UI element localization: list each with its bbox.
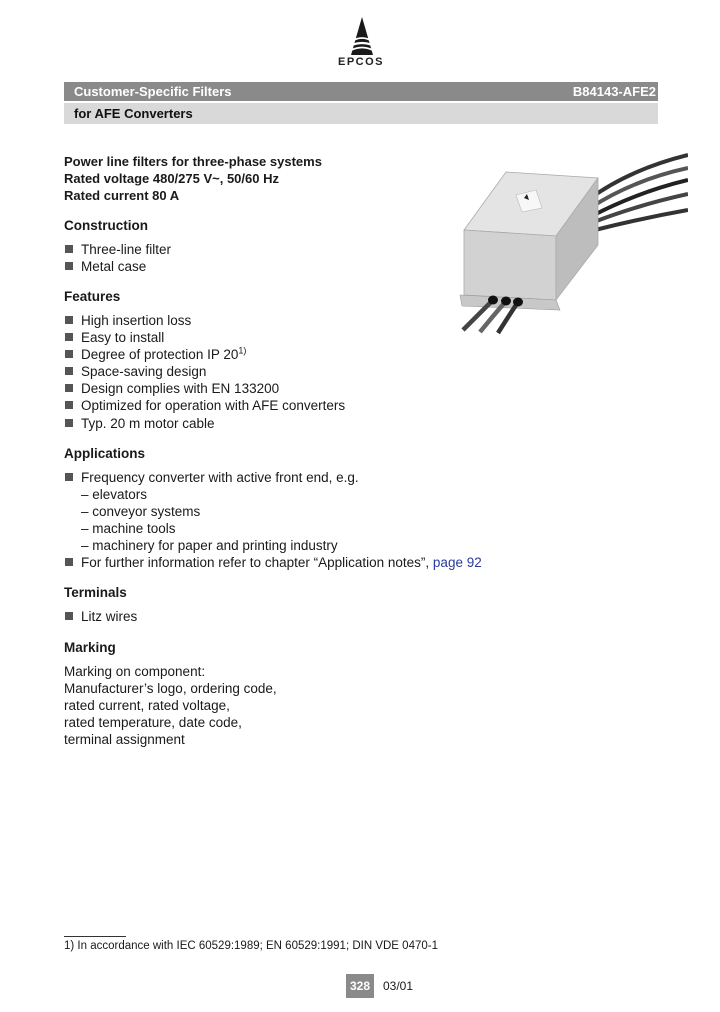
marking-line: Manufacturer’s logo, ordering code, [64,681,277,697]
list-item: Three-line filter [64,241,171,258]
marking-line: Marking on component: [64,664,206,679]
bullet-icon [65,262,73,270]
page-subtitle: for AFE Converters [74,106,193,121]
terminals-heading: Terminals [64,585,127,600]
marking-line: rated temperature, date code, [64,715,242,731]
list-item: Space-saving design [64,363,345,380]
bullet-icon [65,350,73,358]
list-item: Optimized for operation with AFE converters [64,397,345,414]
applications-list [64,469,482,572]
page-title: Customer-Specific Filters [74,84,232,99]
list-item: High insertion loss [64,312,345,329]
features-heading: Features [64,289,121,304]
bullet-icon [65,245,73,253]
marking-line: terminal assignment [64,732,185,748]
list-item: Metal case [64,258,171,275]
bullet-icon [65,473,73,481]
sub-list-item: – machine tools [81,521,176,537]
bullet-icon [65,558,73,566]
list-item: Easy to install [64,329,345,346]
intro-line: Rated current 80 A [64,188,180,203]
filter-product-image [438,150,688,335]
construction-heading: Construction [64,218,148,233]
sub-list-item: – machinery for paper and printing industry [81,538,338,554]
bullet-icon [65,401,73,409]
ordering-code: B84143-AFE2 [572,84,656,99]
marking-text [64,663,277,748]
sub-list-item: – elevators [81,487,148,503]
bullet-icon [65,316,73,324]
marking-line: rated current, rated voltage, [64,698,230,714]
page-link[interactable]: page 92 [432,555,482,571]
page-number: 328 [349,979,371,993]
bullet-icon [65,419,73,427]
intro-block [64,153,322,204]
list-item: Design complies with EN 133200 [64,380,345,397]
intro-line: Rated voltage 480/275 V~, 50/60 Hz [64,171,279,186]
sub-list-item: – conveyor systems [81,504,201,520]
applications-heading: Applications [64,446,146,461]
footnote: 1) In accordance with IEC 60529:1989; EN 60529:1991; DIN VDE 0470-1 [64,940,438,952]
list-item: Litz wires [64,608,137,625]
features-list [64,312,345,432]
list-item: Typ. 20 m motor cable [64,415,345,432]
list-item: Frequency converter with active front end, e.g. [64,469,482,486]
terminals-list [64,608,137,625]
bullet-icon [65,612,73,620]
construction-list [64,241,171,275]
logo-text: EPCOS [337,56,384,68]
bullet-icon [65,333,73,341]
issue-date: 03/01 [383,979,414,993]
footnote-ref: 1) [238,345,247,356]
bullet-icon [65,367,73,375]
list-item: For further information refer to chapter “Application notes”, page 92 [64,554,482,571]
footnote-divider [64,936,126,937]
marking-heading: Marking [64,640,116,655]
list-item: Degree of protection IP 20$^{1)}$ [64,346,345,363]
bullet-icon [65,384,73,392]
intro-line: Power line filters for three-phase systems [64,154,322,169]
